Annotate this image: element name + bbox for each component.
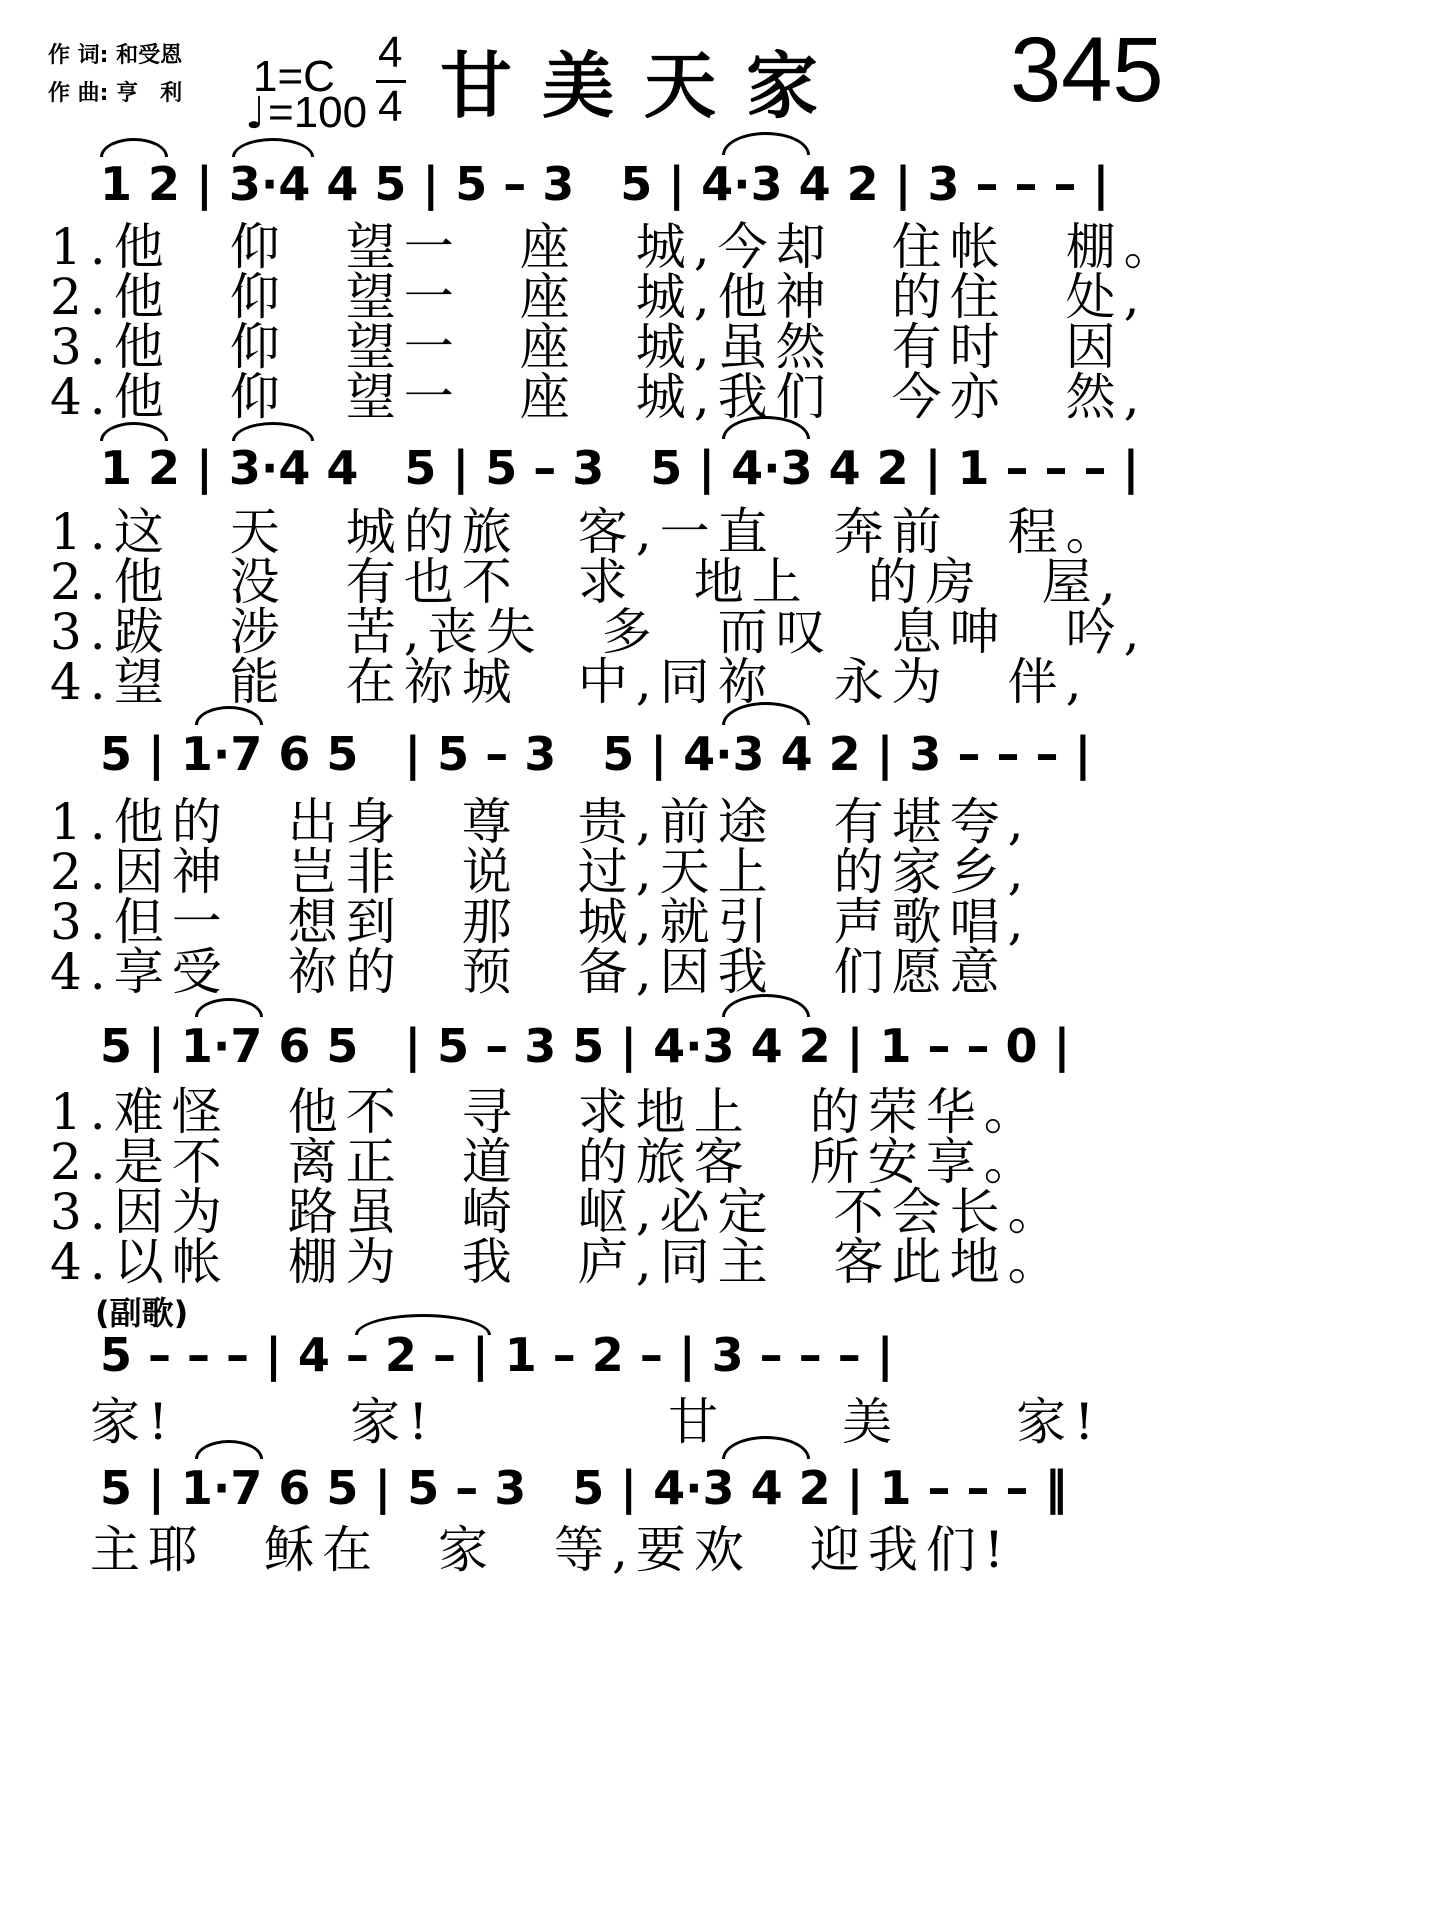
- system-4-verse-3: 3.因为 路虽 崎 岖,必定 不会长。: [50, 1183, 1066, 1241]
- tempo-marking: =100: [268, 88, 368, 137]
- system-4-verse-4: 4.以帐 棚为 我 庐,同主 客此地。: [50, 1233, 1066, 1291]
- slur: [355, 1314, 491, 1335]
- system-2-notes: 1 2 | 3·4 4 5 | 5 – 3 5 | 4·3 4 2 | 1 – – – |: [100, 441, 1140, 495]
- system-3-verse-2: 2.因神 岂非 说 过,天上 的家乡,: [50, 843, 1032, 901]
- chorus-label: (副歌): [95, 1294, 189, 1332]
- system-1-verse-2: 2.他 仰 望一 座 城,他神 的住 处,: [50, 268, 1148, 326]
- system-2-verse-3: 3.跋 涉 苦,丧失 多 而叹 息呻 吟,: [50, 603, 1148, 661]
- system-1-notes: 1 2 | 3·4 4 5 | 5 – 3 5 | 4·3 4 2 | 3 – – – |: [100, 157, 1110, 211]
- system-2-verse-2: 2.他 没 有也不 求 地上 的房 屋,: [50, 553, 1124, 611]
- system-4-verse-2: 2.是不 离正 道 的旅客 所安享。: [50, 1133, 1042, 1191]
- hymn-number: 345: [1010, 19, 1164, 121]
- time-signature-top: 4: [378, 28, 403, 77]
- lyricist-credit: 作 词: 和受恩: [48, 43, 183, 68]
- system-2-verse-4: 4.望 能 在祢城 中,同祢 永为 伴,: [50, 653, 1090, 711]
- system-3-verse-1: 1.他的 出身 尊 贵,前途 有堪夸,: [50, 793, 1032, 851]
- chorus-line-2-lyrics: 主耶 稣在 家 等,要欢 迎我们!: [90, 1521, 1012, 1579]
- system-4-notes: 5 | 1·7 6 5 | 5 – 3 5 | 4·3 4 2 | 1 – – 0 |: [100, 1019, 1071, 1073]
- system-1-verse-3: 3.他 仰 望一 座 城,虽然 有时 因: [50, 318, 1124, 376]
- key-signature: 1=C: [253, 52, 335, 101]
- system-2-verse-1: 1.这 天 城的旅 客,一直 奔前 程。: [50, 503, 1124, 561]
- system-3-notes: 5 | 1·7 6 5 | 5 – 3 5 | 4·3 4 2 | 3 – – – |: [100, 727, 1092, 781]
- hymn-title: 甘美天家: [440, 44, 849, 128]
- chorus-line-1-lyrics: 家! 家! 甘 美 家!: [90, 1393, 1103, 1451]
- chorus-line-2-notes: 5 | 1·7 6 5 | 5 – 3 5 | 4·3 4 2 | 1 – – – ‖: [100, 1461, 1068, 1515]
- system-1-verse-1: 1.他 仰 望一 座 城,今却 住帐 棚。: [50, 218, 1182, 276]
- system-4-verse-1: 1.难怪 他不 寻 求地上 的荣华。: [50, 1083, 1042, 1141]
- chorus-line-1-notes: 5 – – – | 4 – 2 – | 1 – 2 – | 3 – – – |: [100, 1328, 894, 1382]
- time-signature-bottom: 4: [378, 82, 403, 131]
- system-3-verse-4: 4.享受 祢的 预 备,因我 们愿意: [50, 943, 1008, 1001]
- quarter-note-icon: ♩: [245, 88, 266, 139]
- system-1-verse-4: 4.他 仰 望一 座 城,我们 今亦 然,: [50, 368, 1148, 426]
- slur: [232, 138, 314, 157]
- composer-credit: 作 曲: 亨 利: [48, 81, 183, 106]
- slur: [100, 138, 168, 157]
- slur: [722, 132, 810, 155]
- system-3-verse-3: 3.但一 想到 那 城,就引 声歌唱,: [50, 893, 1032, 951]
